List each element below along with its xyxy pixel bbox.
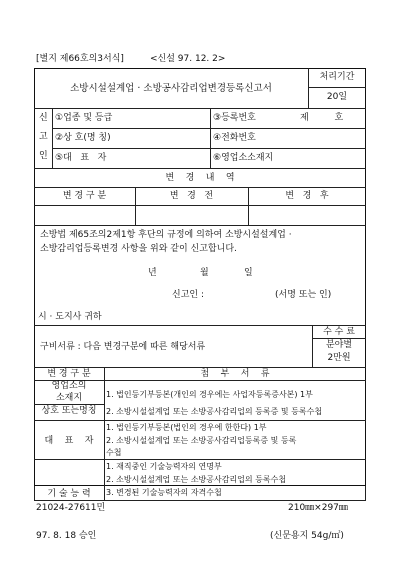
row-office-doc-1: 1. 법인등기부등본(개인의 경우에는 사업자등록증사본) 1부 (106, 390, 313, 399)
signature-note: (서명 또는 인) (275, 290, 332, 300)
processing-period-label: 처리기간 (319, 72, 355, 82)
processing-period-value: 20일 (326, 92, 348, 102)
row-technical-doc-1: 1. 재직중인 기술능력자의 연명부 (106, 462, 222, 471)
representative-label: ⑤대 표 자 (55, 153, 107, 163)
declaration-line-1: 소방법 제65조의2제1항 후단의 규정에 의하여 소방시설설계업 · (40, 230, 292, 240)
attachment-docs-header: 첨 부 서 류 (200, 369, 270, 379)
row-technical-doc-2: 2. 소방시설설계업 또는 소방공사감리업의 등록수첩 (106, 475, 287, 484)
row-office-type-line-1: 영업소의 (51, 381, 87, 391)
applicant-side-label-2: 고 (39, 132, 48, 142)
row-tradename-type: 상호 또는명칭 (41, 406, 97, 416)
change-type-header: 변 경 구 분 (62, 191, 107, 201)
change-details-title: 변 경 내 역 (165, 173, 235, 183)
row-tradename-doc-1: 2. 소방시설설계업 또는 소방공사감리업의 등록증 및 등록수첩 (106, 407, 323, 416)
office-location-label: ⑥영업소소재지 (213, 153, 274, 163)
fee-label: 수 수 료 (323, 327, 355, 337)
form-number: [별지 제66호의3서식] (36, 54, 124, 64)
date-day: 일 (244, 268, 253, 278)
trade-name-label: ②상 호(명 칭) (55, 133, 111, 143)
paper-type: (신문용지 54g/㎡) (270, 531, 344, 541)
form-code: 21024-27611민 (36, 503, 106, 513)
row-technical-type: 기 술 능 력 (47, 489, 91, 499)
business-type-label: ①업종 및 등급 (55, 113, 113, 123)
registration-number-value: 제 호 (300, 113, 344, 123)
signer-label: 신고인 : (172, 290, 204, 300)
paper-size: 210㎜×297㎜ (288, 503, 348, 513)
row-representative-doc-1: 1. 법인등기부등본(법인의 경우에 한한다) 1부 (106, 423, 267, 432)
recipient: 시 · 도지사 귀하 (38, 312, 102, 322)
attachment-type-header: 변 경 구 분 (47, 369, 91, 379)
form-title: 소방시설설계업 · 소방공사감리업변경등록신고서 (70, 83, 272, 94)
row-representative-doc-3: 수첩 (106, 448, 122, 457)
applicant-side-label-3: 인 (39, 151, 48, 161)
row-representative-type: 대 표 자 (44, 436, 94, 446)
fee-reference: 분야별 (325, 340, 353, 350)
registration-number-label: ③등록번호 (213, 113, 256, 123)
fee-value: 2만원 (327, 353, 351, 363)
after-change-header: 변 경 후 (285, 191, 329, 201)
row-representative-doc-2: 2. 소방시설설계업 또는 소방공사감리업등록증 및 등록 (106, 436, 297, 445)
before-change-header: 변 경 전 (169, 191, 214, 201)
enactment-date: <신설 97. 12. 2> (150, 54, 226, 64)
required-documents-label: 구비서류 : 다음 변경구분에 따른 해당서류 (40, 342, 206, 352)
row-office-type-line-2: 소재지 (55, 393, 83, 403)
row-technical-doc-3: 3. 변경된 기술능력자의 자격수첩 (106, 488, 222, 497)
declaration-line-2: 소방감리업등록변경 사항을 위와 같이 신고합니다. (40, 244, 237, 254)
applicant-side-label-1: 신 (39, 113, 48, 123)
date-month: 월 (200, 268, 209, 278)
date-year: 년 (148, 268, 157, 278)
approval-date: 97. 8. 18 승인 (36, 531, 97, 541)
phone-label: ④전화번호 (213, 133, 256, 143)
